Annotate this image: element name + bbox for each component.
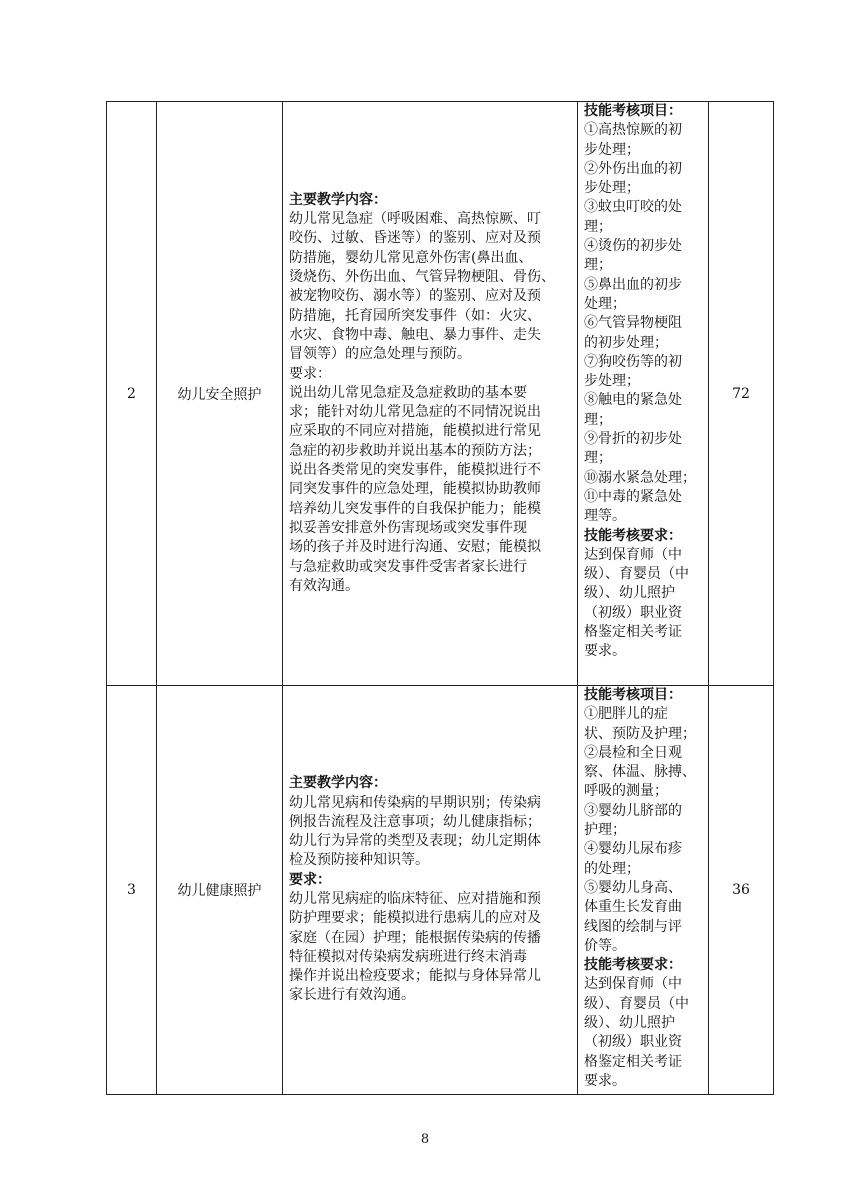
- requirement-line: 说出各类常见的突发事件，能模拟进行不: [289, 462, 541, 479]
- skill-line: ⑥气管异物梗阻: [584, 315, 682, 332]
- requirement-line: 防护理要求；能模拟进行患病儿的应对及: [289, 910, 541, 927]
- skill-requirement-line: 级）、育婴员（中: [584, 566, 689, 583]
- skill-line: ⑪中毒的紧急处: [584, 488, 682, 505]
- skill-line: ③蚊虫叮咬的处: [584, 199, 682, 216]
- skill-line: 状、预防及护理；: [584, 725, 696, 742]
- requirement-line: 说出幼儿常见急症及急症救助的基本要: [289, 384, 527, 401]
- skill-line: ②晨检和全日观: [584, 744, 682, 761]
- skill-line: 理；: [584, 450, 612, 467]
- class-hours: 72: [709, 102, 774, 686]
- skill-requirement-line: 级）、幼儿照护: [584, 1015, 675, 1032]
- requirement-line: 特征模拟对传染病发病班进行终末消毒: [289, 948, 527, 965]
- content-line: 咬伤、过敏、昏迷等）的鉴别、应对及预: [289, 230, 541, 247]
- skill-line: 线图的绘制与评: [584, 918, 682, 935]
- content-line: 被宠物咬伤、溺水等）的鉴别、应对及预: [289, 288, 541, 305]
- content-line: 烫烧伤、外伤出血、气管异物梗阻、骨伤、: [289, 269, 555, 286]
- skill-line: ②外伤出血的初: [584, 160, 682, 177]
- module-name: 幼儿健康照护: [157, 686, 283, 1095]
- content-line: 防措施，婴幼儿常见意外伤害(鼻出血、: [289, 249, 533, 266]
- requirements-title: 要求：: [289, 871, 331, 888]
- skill-requirement-line: 级）、育婴员（中: [584, 995, 689, 1012]
- skill-requirement-line: 格鉴定相关考证: [584, 624, 682, 641]
- skill-line: ①高热惊厥的初: [584, 122, 682, 139]
- skill-line: 步处理；: [584, 141, 640, 158]
- requirement-line: 拟妥善安排意外伤害现场或突发事件现: [289, 519, 527, 536]
- content-line: 幼儿常见病和传染病的早期识别；传染病: [289, 794, 541, 811]
- content-title: 主要教学内容：: [289, 775, 387, 792]
- content-line: 检及预防接种知识等。: [289, 852, 429, 869]
- requirement-line: 家长进行有效沟通。: [289, 987, 415, 1004]
- skill-assessment: [578, 686, 709, 1095]
- content-title: 主要教学内容：: [289, 191, 387, 208]
- requirement-line: 急症的初步救助并说出基本的预防方法；: [289, 442, 541, 459]
- skill-requirement-line: 要求。: [584, 643, 626, 660]
- skill-title: 技能考核项目：: [584, 103, 682, 119]
- skill-line: 理；: [584, 257, 612, 274]
- skill-line: ⑤婴幼儿身高、: [584, 879, 682, 896]
- skill-line: 理；: [584, 218, 612, 235]
- requirement-line: 同突发事件的应急处理，能模拟协助教师: [289, 481, 541, 498]
- table-row: [107, 686, 774, 1095]
- skill-assessment: [578, 102, 709, 686]
- skill-line: ⑤鼻出血的初步: [584, 276, 682, 293]
- skill-line: ⑨骨折的初步处: [584, 431, 682, 448]
- requirement-line: 与急症救助或突发事件受害者家长进行: [289, 558, 527, 575]
- class-hours: 36: [709, 686, 774, 1095]
- skill-requirement-line: 要求。: [584, 1072, 626, 1089]
- skill-line: 理等。: [584, 508, 626, 525]
- skill-line: ⑦狗咬伤等的初: [584, 353, 682, 370]
- skill-requirement-title: 技能考核要求：: [584, 957, 682, 974]
- requirement-line: 应采取的不同应对措施，能模拟进行常见: [289, 423, 541, 440]
- skill-line: ④婴幼儿尿布疹: [584, 841, 682, 858]
- content-line: 例报告流程及注意事项；幼儿健康指标；: [289, 813, 541, 830]
- skill-line: 步处理；: [584, 180, 640, 197]
- requirement-line: 幼儿常见病症的临床特征、应对措施和预: [289, 891, 541, 907]
- requirement-line: 家庭（在园）护理；能根据传染病的传播: [289, 929, 541, 946]
- skill-line: 体重生长发育曲: [584, 899, 682, 916]
- content-line: 水灾、食物中毒、触电、暴力事件、走失: [289, 326, 541, 343]
- content-line: 防措施，托育园所突发事件（如：火灾、: [289, 307, 541, 324]
- skill-line: 察、体温、脉搏、: [584, 764, 696, 781]
- content-line: 冒领等）的应急处理与预防。: [289, 346, 471, 363]
- skill-line: 护理；: [584, 822, 626, 839]
- skill-line: ④烫伤的初步处: [584, 238, 682, 255]
- curriculum-table: [106, 101, 774, 1095]
- skill-requirement-line: 达到保育师（中: [584, 546, 682, 563]
- teaching-content: [283, 102, 578, 686]
- requirement-line: 操作并说出检疫要求；能拟与身体异常儿: [289, 968, 541, 985]
- table-row: [107, 102, 774, 686]
- requirement-line: 求；能针对幼儿常见急症的不同情况说出: [289, 404, 541, 421]
- requirement-line: 场的孩子并及时进行沟通、安慰；能模拟: [289, 539, 541, 556]
- requirement-line: 培养幼儿突发事件的自我保护能力；能模: [289, 500, 541, 517]
- content-line: 幼儿常见急症（呼吸困难、高热惊厥、叮: [289, 211, 541, 228]
- skill-line: 价等。: [584, 937, 626, 954]
- requirements-title: 要求：: [289, 365, 331, 382]
- skill-line: ⑧触电的紧急处: [584, 392, 682, 409]
- skill-requirement-line: （初级）职业资: [584, 604, 682, 621]
- skill-requirement-line: 达到保育师（中: [584, 976, 682, 993]
- skill-line: 处理；: [584, 295, 626, 312]
- requirement-line: 有效沟通。: [289, 577, 359, 594]
- teaching-content: [283, 686, 578, 1095]
- row-number: 3: [107, 686, 157, 1095]
- skill-title: 技能考核项目：: [584, 687, 682, 703]
- skill-line: ③婴幼儿脐部的: [584, 802, 682, 819]
- content-line: 幼儿行为异常的类型及表现；幼儿定期体: [289, 833, 541, 850]
- skill-line: ⑩溺水紧急处理；: [584, 469, 696, 486]
- skill-line: 的初步处理；: [584, 334, 668, 351]
- skill-requirement-line: 级）、幼儿照护: [584, 585, 675, 602]
- module-name: 幼儿安全照护: [157, 102, 283, 686]
- skill-line: ①肥胖儿的症: [584, 706, 668, 723]
- skill-line: 理；: [584, 411, 612, 428]
- skill-line: 的处理；: [584, 860, 640, 877]
- skill-requirement-line: 格鉴定相关考证: [584, 1053, 682, 1070]
- row-number: 2: [107, 102, 157, 686]
- skill-requirement-line: （初级）职业资: [584, 1034, 682, 1051]
- skill-requirement-title: 技能考核要求：: [584, 527, 682, 544]
- skill-line: 步处理；: [584, 373, 640, 390]
- skill-line: 呼吸的测量；: [584, 783, 668, 800]
- page-number: 8: [420, 1132, 430, 1147]
